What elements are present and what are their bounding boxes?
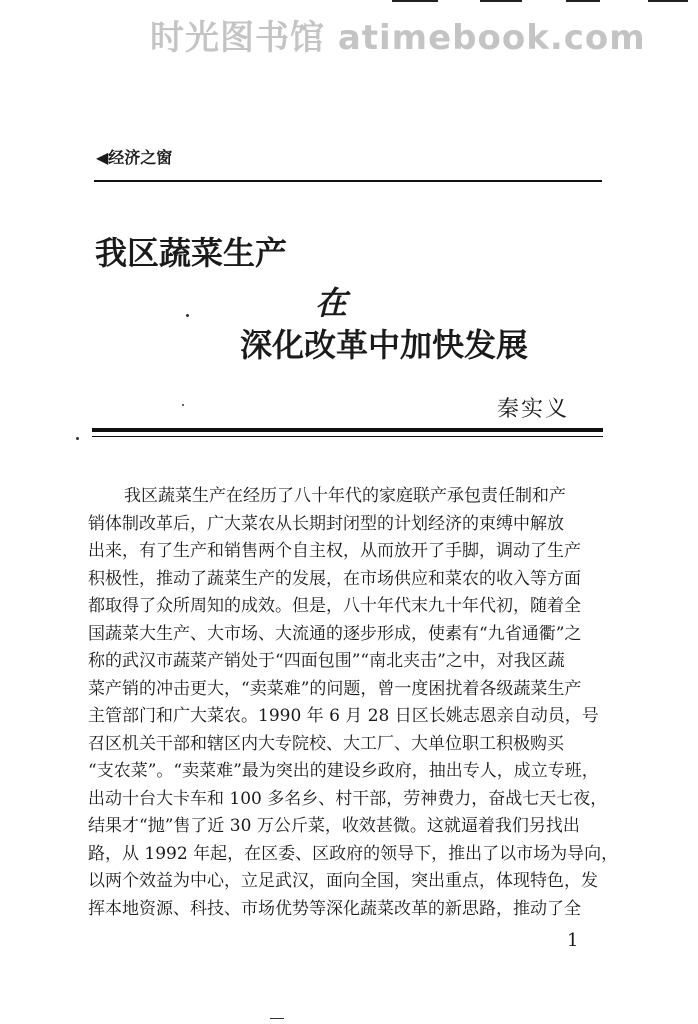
scan-speck bbox=[182, 404, 184, 406]
article-body bbox=[88, 483, 618, 923]
body-line: 结果才“抛”售了近 30 万公斤菜，收效甚微。这就逼着我们另找出 bbox=[88, 816, 580, 836]
body-line: “支农菜”。“卖菜难”最为突出的建设乡政府，抽出专人，成立专班， bbox=[88, 761, 599, 781]
title-line-2: 在 bbox=[315, 284, 348, 322]
body-line: 我区蔬菜生产在经历了八十年代的家庭联产承包责任制和产 bbox=[124, 486, 566, 506]
body-line: 主管部门和广大菜农。1990 年 6 月 28 日区长姚志恩亲自动员，号 bbox=[88, 706, 599, 726]
body-line: 称的武汉市蔬菜产销处于“四面包围”“南北夹击”之中，对我区蔬 bbox=[88, 651, 565, 671]
title-rule-thick bbox=[92, 428, 603, 432]
scan-speck bbox=[76, 437, 79, 440]
body-line: 路，从 1992 年起，在区委、区政府的领导下，推出了以市场为导向， bbox=[88, 843, 619, 864]
section-label: ◀经济之窗 bbox=[96, 148, 173, 167]
body-line: 出动十台大卡车和 100 多名乡、村干部，劳神费力，奋战七天七夜， bbox=[88, 788, 608, 809]
title-line-1: 我区蔬菜生产 bbox=[95, 234, 288, 272]
scan-speck bbox=[186, 314, 189, 317]
header-rule bbox=[94, 180, 602, 182]
body-line: 召区机关干部和辖区内大专院校、大工厂、大单位职工积极购买 bbox=[88, 733, 564, 754]
body-line: 挥本地资源、科技、市场优势等深化蔬菜改革的新思路，推动了全 bbox=[88, 898, 581, 919]
scan-speck bbox=[270, 1018, 284, 1019]
title-line-3: 深化改革中加快发展 bbox=[240, 326, 529, 364]
body-line: 出来，有了生产和销售两个自主权，从而放开了手脚，调动了生产 bbox=[88, 541, 581, 561]
body-line: 国蔬菜大生产、大市场、大流通的逐步形成，使素有“九省通衢”之 bbox=[88, 623, 582, 644]
author: 秦实义 bbox=[497, 397, 570, 422]
body-line: 以两个效益为中心，立足武汉，面向全国，突出重点，体现特色，发 bbox=[88, 871, 598, 891]
page-number: 1 bbox=[567, 930, 579, 951]
body-line: 销体制改革后，广大菜农从长期封闭型的计划经济的束缚中解放 bbox=[88, 513, 564, 534]
watermark: 时光图书馆 atimebook.com bbox=[150, 18, 646, 58]
body-line: 都取得了众所周知的成效。但是，八十年代末九十年代初，随着全 bbox=[88, 596, 581, 616]
title-rule-thin bbox=[92, 436, 603, 437]
body-line: 菜产销的冲击更大，“卖菜难”的问题，曾一度困扰着各级蔬菜生产 bbox=[88, 678, 582, 699]
body-line: 积极性，推动了蔬菜生产的发展，在市场供应和菜农的收入等方面 bbox=[88, 568, 581, 589]
